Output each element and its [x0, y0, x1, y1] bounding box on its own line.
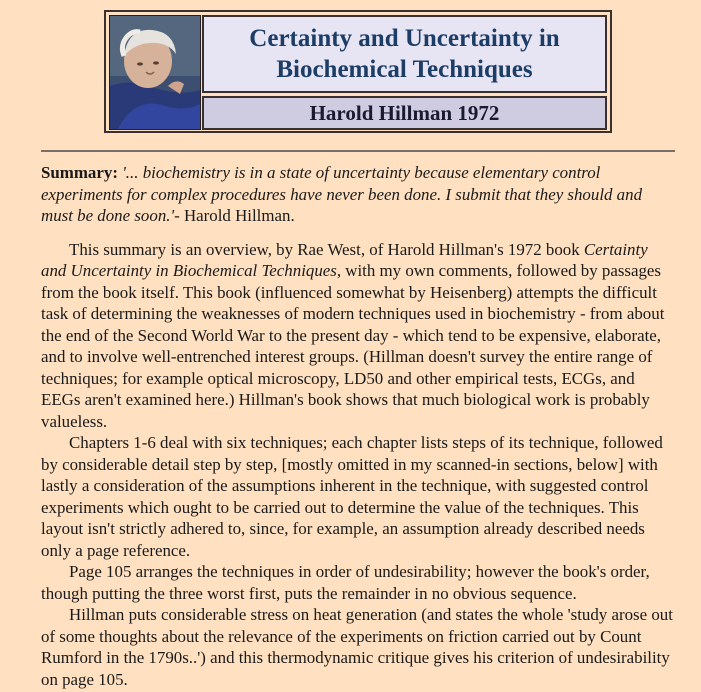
paragraph-1-text-a: This summary is an overview, by Rae West, of Harold Hillman's 1972 book [69, 239, 584, 259]
page-title: Certainty and Uncertainty in Biochemical Techniques [249, 25, 560, 83]
summary-label: Summary: [41, 163, 118, 182]
summary-paragraph [41, 162, 677, 227]
horizontal-divider [41, 150, 675, 152]
summary-quote: '... biochemistry is in a state of uncertainty because elementary control experiments for complex procedures have never been done. I submit that they should and must be done soon.' [41, 163, 643, 225]
article-body [41, 162, 677, 690]
paragraph-4: Hillman puts considerable stress on heat generation (and states the whole 'study arose out of some thoughts about the relevance of the experiments on friction carried out by Count Rumford in the 1790s..') and this thermodynamic critique gives his criterion of undesirability on page 105. [41, 605, 673, 689]
paragraph-3: Page 105 arranges the techniques in order of undesirability; however the book's order, though putting the three worst first, puts the remainder in no obvious sequence. [41, 562, 650, 603]
title-banner [104, 10, 612, 133]
author-box [202, 96, 607, 130]
author-line: Harold Hillman 1972 [309, 100, 500, 125]
summary-attribution: - Harold Hillman. [174, 206, 295, 225]
title-box [202, 15, 607, 93]
paragraph-1 [41, 239, 677, 433]
author-portrait [109, 15, 201, 130]
paragraph-1-text-b: , with my own comments, followed by passages from the book itself. This book (influenced somewhat by Heisenberg) attempts the difficult task of determining the weaknesses of modern techniques used in biochemistry - from about the end of the Second World War to the present day - which tend to be expensive, elaborate, and to involve well-entrenched interest groups. (Hillman doesn't survey the entire range of techniques; for example optical microscopy, LD50 and other empirical tests, ECGs, and EEGs aren't examined here.) Hillman's book shows that much biological work is probably valueless. [41, 261, 665, 431]
paragraph-2: Chapters 1-6 deal with six techniques; each chapter lists steps of its technique, followed by considerable detail step by step, [mostly omitted in my scanned-in sections, below] with lastly a consideration of the assumptions inherent in the technique, with suggested control experiments which ought to be carried out to determine the value of the techniques. This layout isn't strictly adhered to, since, for example, an assumption already described needs only a page reference. [41, 433, 663, 560]
book-title: Certainty and Uncertainty in Biochemical Techniques [41, 239, 648, 280]
